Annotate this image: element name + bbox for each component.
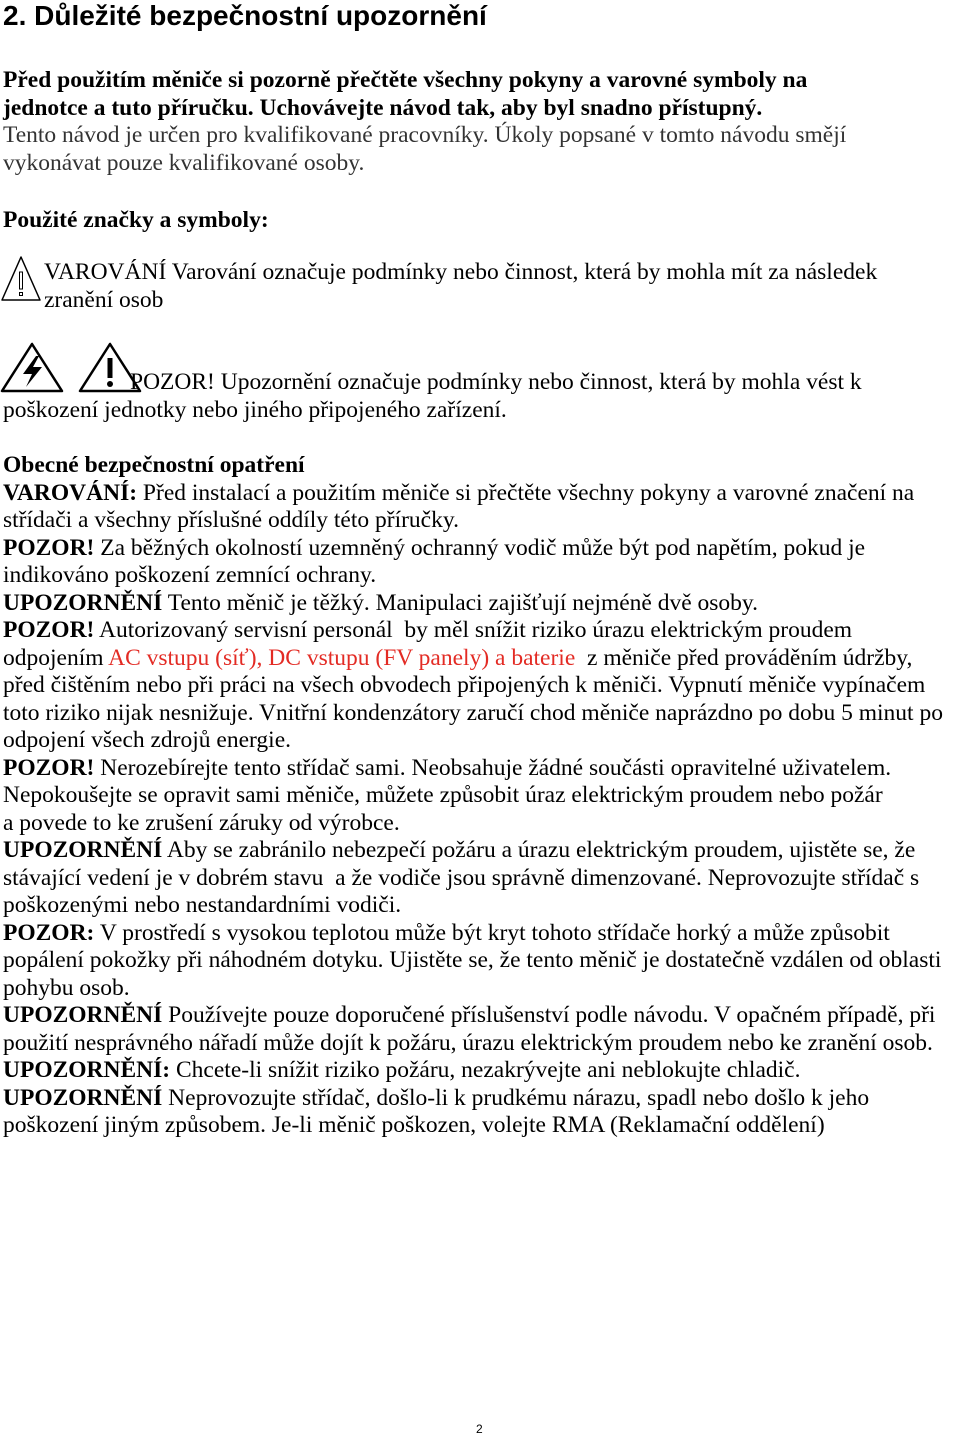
line-label: UPOZORNĚNÍ: — [3, 1057, 171, 1083]
line-text: Neprovozujte střídač, došlo-li k prudkému nárazu, spadl nebo došlo k jeho — [162, 1084, 870, 1111]
line-text: Aby se zabránilo nebezpečí požáru a úrazu elektrickým proudem, ujistěte se, že — [162, 837, 916, 863]
line-text: Nerozebírejte tento střídač sami. Neobsahuje žádné součásti opravitelné uživatelem. — [94, 754, 892, 781]
high-voltage-icon — [0, 341, 66, 395]
general-safety-line: poškození jiným způsobem. Je-li měnič poškozen, volejte RMA (Reklamační oddělení) — [3, 1112, 825, 1138]
general-safety-line: odpojení všech zdrojů energie. — [3, 727, 292, 753]
general-safety-line: před čištěním nebo při práci na všech obvodech připojených k měniči. Vypnutí měniče vypínačem — [3, 672, 926, 698]
caution-description: Upozornění označuje podmínky nebo činnost, která by mohla vést k — [214, 369, 862, 395]
intro-bold-paragraph — [3, 67, 807, 122]
warning-description-line: zranění osob — [44, 287, 164, 313]
line-label: UPOZORNĚNÍ — [3, 589, 163, 616]
general-safety-line: popálení pokožky při náhodném dotyku. Ujistěte se, že tento měnič je dostatečně vzdálen od oblasti — [3, 947, 942, 973]
highlighted-text: AC vstupu (síť), DC vstupu (FV panely) a baterie — [108, 644, 576, 671]
general-safety-line: toto riziko nijak nesnižuje. Vnitřní kondenzátory zaručí chod měniče naprázdno po dobu 5 minut po — [3, 699, 943, 726]
symbols-title: Použité značky a symboly: — [3, 207, 269, 233]
general-safety-line: Nepokoušejte se opravit sami měniče, můžete způsobit úraz elektrickým proudem nebo požár — [3, 782, 883, 808]
line-text: Chcete-li snížit riziko požáru, nezakrývejte ani neblokujte chladič. — [170, 1057, 801, 1083]
line-text: z měniče před prováděním údržby, — [575, 644, 913, 671]
line-text: Před instalací a použitím měniče si přečtěte všechny pokyny a varovné značení na — [137, 479, 915, 506]
intro-paragraph — [3, 122, 846, 177]
general-safety-line: použití nesprávného nářadí může dojít k požáru, úrazu elektrickým proudem nebo ke zranění osob. — [3, 1029, 933, 1056]
general-safety-line — [3, 590, 943, 618]
line-label: POZOR! — [3, 754, 95, 781]
general-safety-line — [3, 535, 943, 563]
general-safety-line: poškozenými nebo nestandardními vodiči. — [3, 892, 402, 918]
section-heading: 2. Důležité bezpečnostní upozornění — [3, 0, 487, 31]
caution-description-line: poškození jednotky nebo jiného připojeného zařízení. — [3, 396, 507, 423]
general-safety-line — [3, 1085, 943, 1113]
line-label: UPOZORNĚNÍ — [3, 1002, 163, 1028]
caution-description-line — [130, 369, 862, 397]
line-label: POZOR: — [3, 919, 95, 946]
line-label: UPOZORNĚNÍ — [3, 837, 163, 863]
general-safety-title: Obecné bezpečnostní opatření — [3, 452, 305, 478]
page-number: 2 — [476, 1422, 483, 1436]
line-text: Používejte pouze doporučené příslušenství podle návodu. V opačném případě, při — [162, 1002, 936, 1028]
line-text: V prostředí s vysokou teplotou může být kryt tohoto střídače horký a může způsobit — [94, 919, 890, 946]
line-label: POZOR! — [3, 617, 95, 643]
general-safety-section — [3, 452, 943, 1140]
general-safety-line — [3, 1002, 943, 1030]
general-safety-line: střídači a všechny příslušné oddíly této příručky. — [3, 507, 459, 533]
warning-label: VAROVÁNÍ — [44, 259, 167, 285]
line-text: odpojením — [3, 644, 109, 671]
intro-line: Tento návod je určen pro kvalifikované pracovníky. Úkoly popsané v tomto návodu smějí — [3, 122, 847, 148]
caution-label: POZOR! — [130, 369, 215, 395]
general-safety-line — [3, 617, 943, 645]
general-safety-line: stávající vedení je v dobrém stavu a že vodiče jsou správně dimenzované. Neprovozujte střídač s — [3, 864, 920, 891]
general-safety-line — [3, 837, 943, 865]
general-safety-line — [3, 1057, 943, 1085]
general-safety-line: a povede to ke zrušení záruky od výrobce. — [3, 809, 400, 836]
intro-line: vykonávat pouze kvalifikované osoby. — [3, 149, 365, 176]
line-text: Autorizovaný servisní personál by měl snížit riziko úrazu elektrickým proudem — [94, 617, 853, 643]
intro-bold-line: jednotce a tuto příručku. Uchovávejte návod tak, aby byl snadno přístupný. — [3, 94, 763, 121]
warning-triangle-icon — [0, 254, 44, 304]
general-safety-line: indikováno poškození zemnící ochrany. — [3, 562, 377, 588]
general-safety-line — [3, 645, 943, 673]
general-safety-line: pohybu osob. — [3, 974, 130, 1001]
line-label: VAROVÁNÍ: — [3, 479, 138, 506]
intro-bold-line: Před použitím měniče si pozorně přečtěte všechny pokyny a varovné symboly na — [3, 67, 808, 93]
general-safety-line — [3, 920, 943, 948]
warning-description-line — [44, 259, 877, 287]
line-label: UPOZORNĚNÍ — [3, 1084, 163, 1111]
general-safety-line — [3, 755, 943, 783]
line-text: Za běžných okolností uzemněný ochranný vodič může být pod napětím, pokud je — [94, 534, 866, 561]
line-label: POZOR! — [3, 534, 95, 561]
line-text: Tento měnič je těžký. Manipulaci zajišťují nejméně dvě osoby. — [162, 589, 759, 616]
warning-description: Varování označuje podmínky nebo činnost, která by mohla mít za následek — [166, 259, 878, 285]
general-safety-line — [3, 480, 943, 508]
